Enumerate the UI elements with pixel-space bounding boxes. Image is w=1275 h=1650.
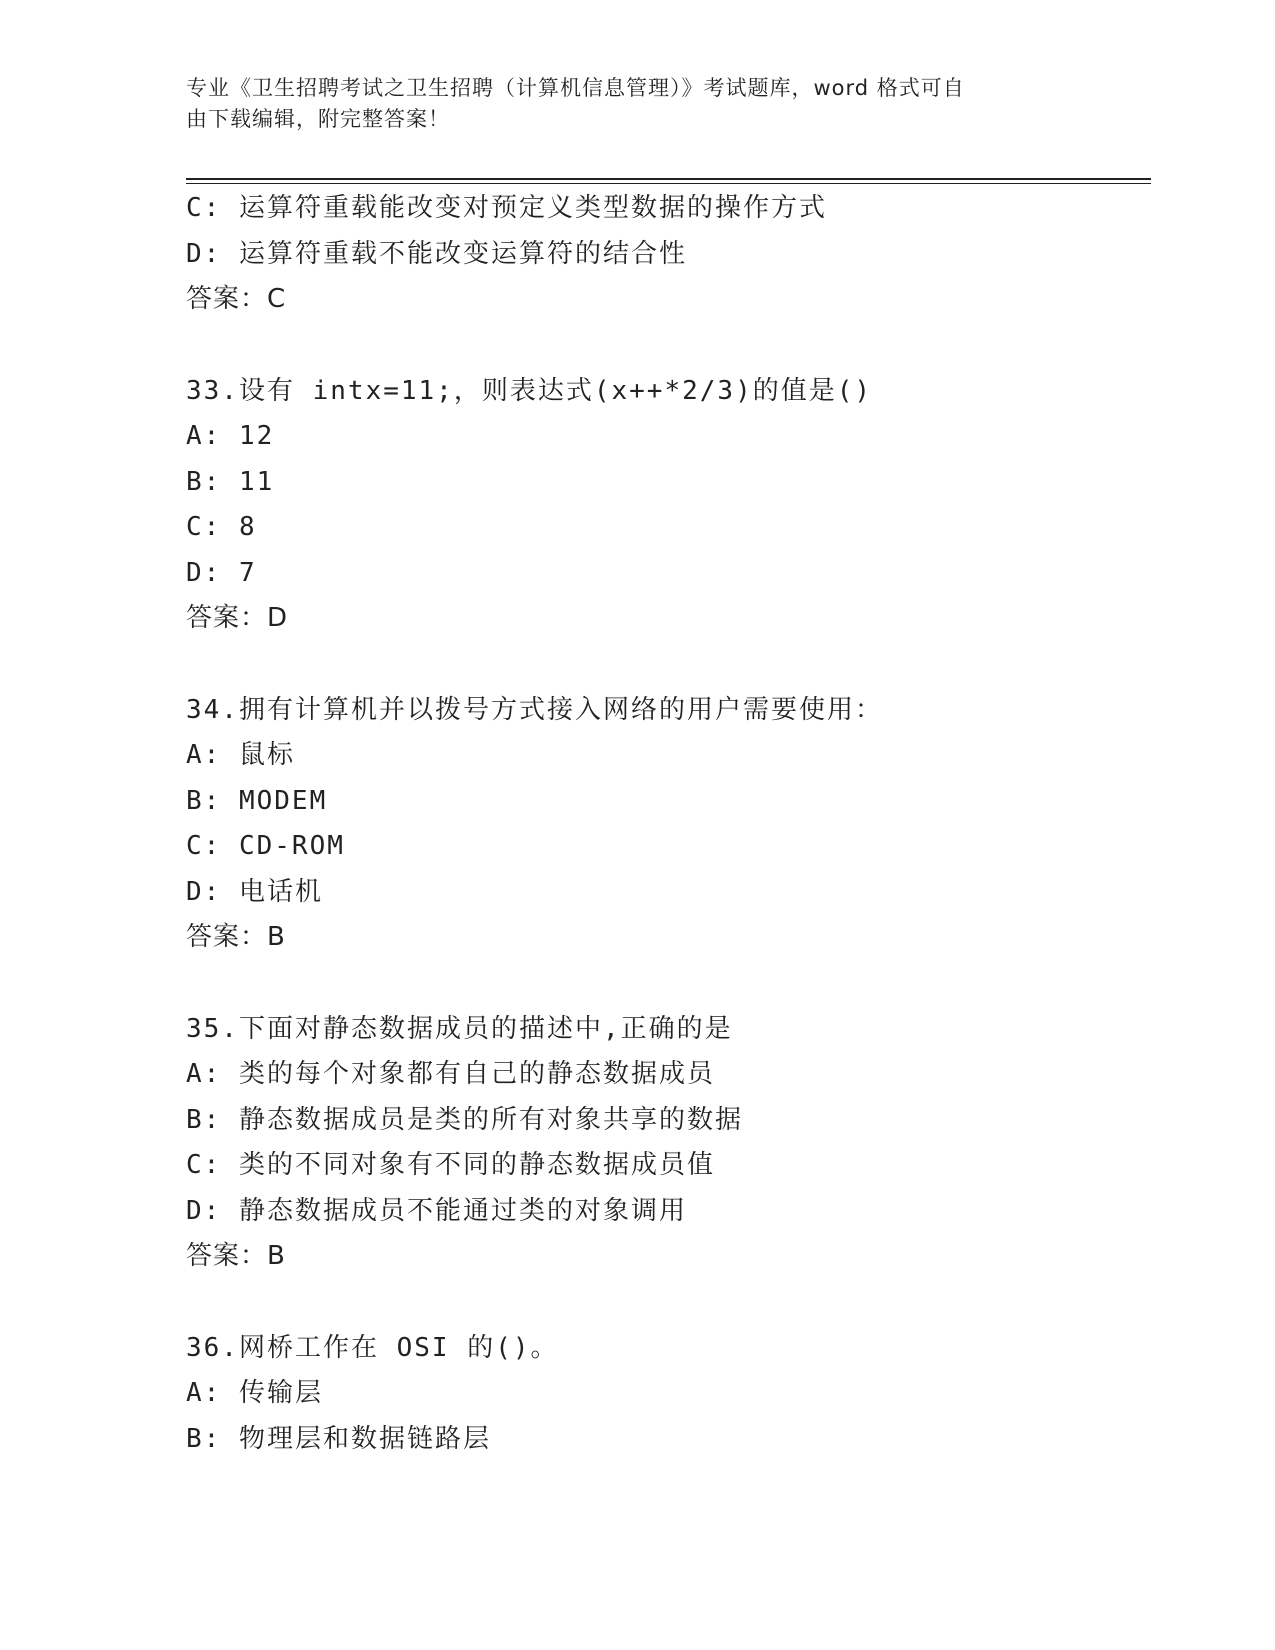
question-36: [186, 1326, 1146, 1463]
option-b: B: 物理层和数据链路层: [186, 1423, 491, 1454]
answer-line: 答案：B: [186, 922, 286, 952]
question-stem: 34.拥有计算机并以拨号方式接入网络的用户需要使用：: [186, 694, 883, 725]
option-d: D: 静态数据成员不能通过类的对象调用: [186, 1195, 687, 1226]
option-d: D: 运算符重载不能改变运算符的结合性: [186, 238, 687, 269]
header-rule-thin: [186, 183, 1151, 184]
option-c: C: 类的不同对象有不同的静态数据成员值: [186, 1150, 715, 1180]
question-stem: 33.设有 intx=11;，则表达式(x++*2/3)的值是(): [186, 375, 873, 406]
option-a: A: 12: [186, 421, 275, 451]
option-a: A: 类的每个对象都有自己的静态数据成员: [186, 1059, 715, 1089]
question-stem: 35.下面对静态数据成员的描述中,正确的是: [186, 1013, 733, 1044]
document-header: [186, 73, 1066, 135]
question-33: [186, 369, 1146, 642]
question-partial: [186, 186, 1146, 323]
question-list: [186, 186, 1146, 1462]
answer-line: 答案：D: [186, 603, 289, 633]
question-35: [186, 1007, 1146, 1280]
option-d: D: 电话机: [186, 876, 323, 907]
answer-line: 答案：C: [186, 284, 287, 314]
question-34: [186, 688, 1146, 961]
header-rule-thick: [186, 178, 1151, 180]
option-c: C: 8: [186, 512, 257, 542]
option-b: B: 11: [186, 466, 275, 497]
option-b: B: MODEM: [186, 785, 328, 816]
option-a: A: 传输层: [186, 1378, 323, 1408]
option-b: B: 静态数据成员是类的所有对象共享的数据: [186, 1104, 743, 1135]
header-line-2: 由下载编辑，附完整答案！: [186, 107, 450, 131]
option-a: A: 鼠标: [186, 740, 295, 770]
answer-line: 答案：B: [186, 1241, 286, 1271]
option-c: C: 运算符重载能改变对预定义类型数据的操作方式: [186, 193, 827, 223]
question-stem: 36.网桥工作在 OSI 的()。: [186, 1332, 559, 1363]
option-d: D: 7: [186, 557, 257, 588]
header-line-1: 专业《卫生招聘考试之卫生招聘（计算机信息管理）》考试题库，word 格式可自: [186, 76, 965, 100]
option-c: C: CD-ROM: [186, 831, 345, 861]
